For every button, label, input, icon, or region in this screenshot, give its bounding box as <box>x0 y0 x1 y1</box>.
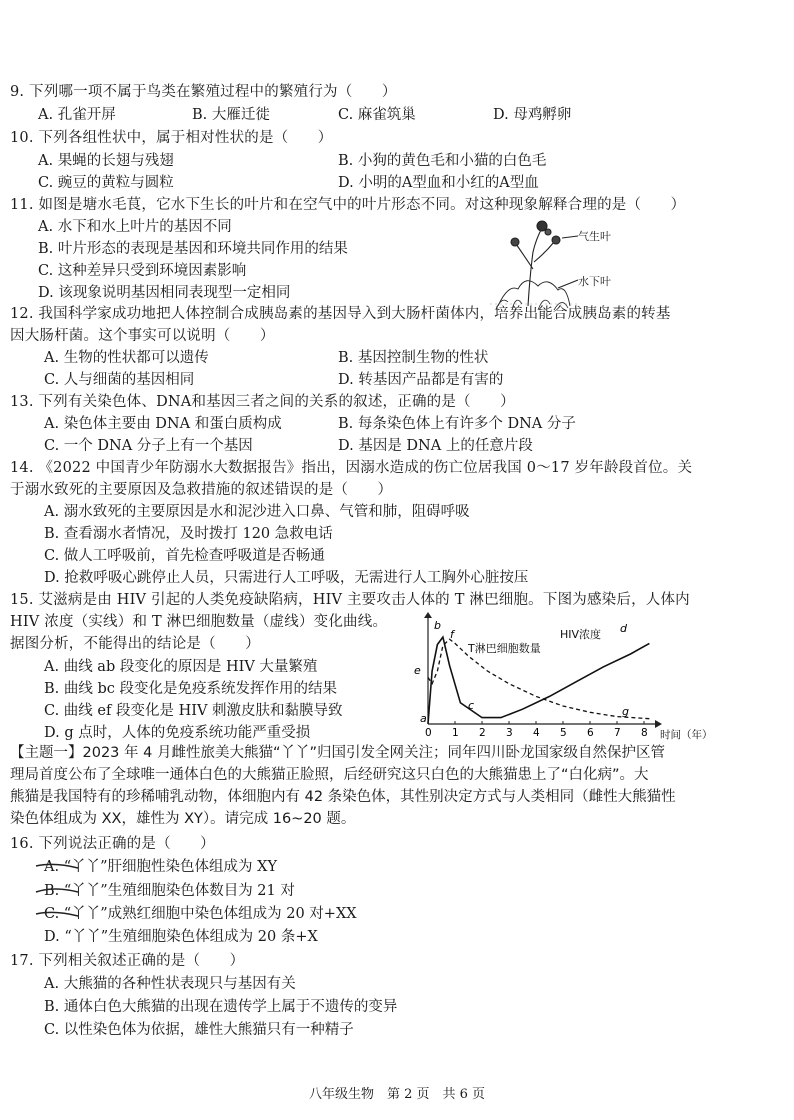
theme1-intro <box>10 742 780 830</box>
q12-option-b: B. 基因控制生物的性状 <box>338 350 489 366</box>
point-label-e: e <box>414 664 421 677</box>
q10-stem: 10. 下列各组性状中，属于相对性状的是（ ） <box>10 130 333 146</box>
q14-stem-line1: 14. 《2022 中国青少年防溺水大数据报告》指出，因溺水造成的伤亡位居我国 0～17 岁年龄段首位。关 <box>10 460 693 476</box>
q9-stem: 9. 下列哪一项不属于鸟类在繁殖过程中的繁殖行为（ ） <box>10 84 397 100</box>
q14-option-b: B. 查看溺水者情况，及时拨打 120 急救电话 <box>44 526 333 542</box>
q15-stem-line3: 据图分析，不能得出的结论是（ ） <box>10 636 260 652</box>
q17-stem: 17. 下列相关叙述正确的是（ ） <box>10 953 245 969</box>
air-leaf-label: 气生叶 <box>578 230 611 243</box>
strike-mark-c <box>36 912 78 916</box>
x-tick-label: 0 <box>425 727 432 739</box>
page-footer: 八年级生物 第 2 页 共 6 页 <box>308 1087 486 1102</box>
point-label-d: d <box>620 622 627 635</box>
q9-option-a: A. 孔雀开屏 <box>38 107 116 123</box>
theme1-line4: 染色体组成为 XX，雄性为 XY）。请完成 16~20 题。 <box>10 811 356 827</box>
q11-option-d: D. 该现象说明基因相同表现型一定相同 <box>38 285 291 301</box>
handwritten-strike-marks <box>34 858 84 928</box>
q15-stem-line1: 15. 艾滋病是由 HIV 引起的人类免疫缺陷病，HIV 主要攻击人体的 T 淋巴细胞。下图为感染后，人体内 <box>10 592 690 608</box>
water-leaf-label: 水下叶 <box>578 275 611 288</box>
q14-option-d: D. 抢救呼吸心跳停止人员，只需进行人工呼吸，无需进行人工胸外心脏按压 <box>44 570 529 586</box>
theme1-line2: 理局首度公布了全球唯一通体白色的大熊猫正脸照，后经研究这只白色的大熊猫患上了“白化病”。大 <box>10 767 649 783</box>
x-tick-label: 4 <box>533 727 540 739</box>
hiv-chart <box>410 612 713 741</box>
point-label-f: f <box>450 628 454 641</box>
q16-stem: 16. 下列说法正确的是（ ） <box>10 836 215 852</box>
q13-option-b: B. 每条染色体上有许多个 DNA 分子 <box>338 416 576 432</box>
theme1-line1: 【主题一】2023 年 4 月雌性旅美大熊猫“丫丫”归国引发全网关注；同年四川卧龙国家级自然保护区管 <box>10 745 665 761</box>
q11-stem: 11. 如图是塘水毛茛，它水下生长的叶片和在空气中的叶片形态不同。对这种现象解释合理的是（ ） <box>10 197 686 213</box>
q11-option-c: C. 这种差异只受到环境因素影响 <box>38 263 247 279</box>
q11-option-a: A. 水下和水上叶片的基因不同 <box>38 219 232 235</box>
q13-option-a: A. 染色体主要由 DNA 和蛋白质构成 <box>44 416 282 432</box>
q15-option-b: B. 曲线 bc 段变化是免疫系统发挥作用的结果 <box>44 681 337 697</box>
q13-option-d: D. 基因是 DNA 上的任意片段 <box>338 438 533 454</box>
t-cell-series-label: T淋巴细胞数量 <box>468 642 541 655</box>
q15-stem-line2: HIV 浓度（实线）和 T 淋巴细胞数量（虚线）变化曲线。 <box>10 614 388 630</box>
q16-option-a: A. “丫丫”肝细胞性染色体组成为 XY <box>44 859 278 875</box>
q14-stem-line2: 于溺水致死的主要原因及急救措施的叙述错误的是（ ） <box>10 482 393 498</box>
q17-option-c: C. 以性染色体为依据，雄性大熊猫只有一种精子 <box>44 1022 354 1038</box>
point-label-c: c <box>468 699 475 712</box>
q13-stem: 13. 下列有关染色体、DNA和基因三者之间的关系的叙述，正确的是（ ） <box>10 394 515 410</box>
hiv-series-label: HIV浓度 <box>560 628 602 641</box>
q17-option-a: A. 大熊猫的各种性状表现只与基因有关 <box>44 976 296 992</box>
q17-option-b: B. 通体白色大熊猫的出现在遗传学上属于不遗传的变异 <box>44 999 398 1015</box>
q10-option-a: A. 果蝇的长翅与残翅 <box>38 153 174 169</box>
y-axis-arrow-icon <box>424 612 432 618</box>
x-tick-label: 2 <box>479 727 486 739</box>
theme1-line3: 熊猫是我国特有的珍稀哺乳动物，体细胞内有 42 条染色体，其性别决定方式与人类相同（雌性大熊猫性 <box>10 789 676 805</box>
x-axis-label: 时间（年） <box>660 729 713 741</box>
q10-option-c: C. 豌豆的黄粒与圆粒 <box>38 175 174 191</box>
q16-option-d: D. “丫丫”生殖细胞染色体组成为 20 条+X <box>44 929 318 945</box>
strike-mark-b <box>36 889 78 892</box>
q15-option-d: D. g 点时，人体的免疫系统功能严重受损 <box>44 725 311 741</box>
q9-option-c: C. 麻雀筑巢 <box>338 107 416 123</box>
plant-drawing-icon <box>490 221 578 310</box>
q9-option-d: D. 母鸡孵卵 <box>493 107 572 123</box>
q13-option-c: C. 一个 DNA 分子上有一个基因 <box>44 438 253 454</box>
x-tick-label: 8 <box>641 727 648 739</box>
point-label-a: a <box>420 712 427 725</box>
q12-option-a: A. 生物的性状都可以遗传 <box>44 350 209 366</box>
q16-option-c: C. “丫丫”成熟红细胞中染色体组成为 20 对+XX <box>44 906 357 922</box>
q15-option-a: A. 曲线 ab 段变化的原因是 HIV 大量繁殖 <box>44 659 318 675</box>
x-tick-label: 5 <box>560 727 567 739</box>
q11-option-b: B. 叶片形态的表现是基因和环境共同作用的结果 <box>38 241 348 257</box>
point-label-g: g <box>622 705 629 718</box>
q12-stem-line2: 因大肠杆菌。这个事实可以说明（ ） <box>10 328 275 344</box>
x-tick-label: 1 <box>452 727 459 739</box>
q10-option-d: D. 小明的A型血和小红的A型血 <box>338 175 539 191</box>
q12-option-d: D. 转基因产品都是有害的 <box>338 372 504 388</box>
x-axis-arrow-icon <box>655 720 662 728</box>
q15-option-c: C. 曲线 ef 段变化是 HIV 刺激皮肤和黏膜导致 <box>44 703 343 719</box>
q12-stem-line1: 12. 我国科学家成功地把人体控制合成胰岛素的基因导入到大肠杆菌体内，培养出能合成胰岛素的转基 <box>10 306 671 322</box>
strike-mark-a <box>36 864 78 868</box>
q12-option-c: C. 人与细菌的基因相同 <box>44 372 195 388</box>
q9-option-b: B. 大雁迁徙 <box>192 107 270 123</box>
x-tick-label: 7 <box>614 727 621 739</box>
x-tick-label: 3 <box>506 727 513 739</box>
point-label-b: b <box>434 619 441 632</box>
q14-option-a: A. 溺水致死的主要原因是水和泥沙进入口鼻、气管和肺，阻碍呼吸 <box>44 504 470 520</box>
q16-option-b: B. “丫丫”生殖细胞染色体数目为 21 对 <box>44 883 295 899</box>
q14-option-c: C. 做人工呼吸前，首先检查呼吸道是否畅通 <box>44 548 325 564</box>
x-tick-label: 6 <box>587 727 594 739</box>
q10-option-b: B. 小狗的黄色毛和小猫的白色毛 <box>338 153 547 169</box>
water-buttercup-figure <box>478 214 618 314</box>
